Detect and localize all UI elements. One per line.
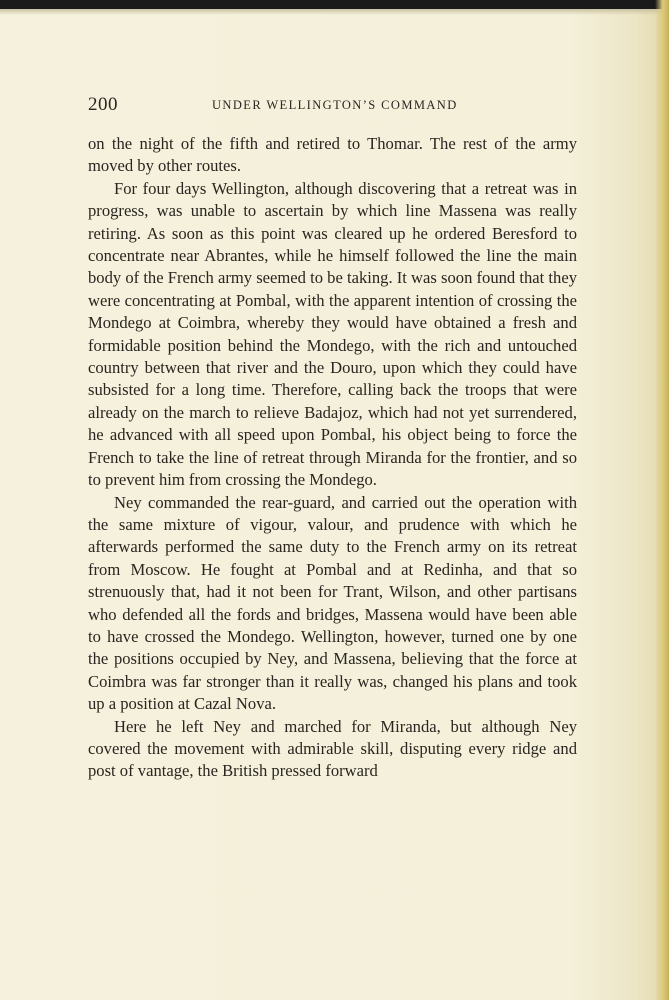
text-body xyxy=(88,133,577,783)
paragraph-4: Here he left Ney and marched for Miranda, but although Ney covered the movement with admirable skill, disputing every ridge and post of vantage, the British pressed forward xyxy=(88,716,577,781)
page-header xyxy=(88,94,578,118)
paragraph-3: Ney commanded the rear-guard, and carried out the operation with the same mixture of vigour, valour, and prudence with which he afterwards performed the same duty to the French army on its retreat from Moscow. He fought at Pombal and at Redinha, and that so strenuously that, had it not been for Trant, Wilson, and other partisans who defended all the fords and bridges, Massena would have been able to have crossed the Mondego. Wellington, however, turned one by one the positions occupied by Ney, and Massena, believing that the force at Coimbra was far stronger than it really was, changed his plans and took up a position at Cazal Nova. xyxy=(88,492,577,714)
scan-top-edge xyxy=(0,0,669,9)
page-right-edge xyxy=(655,0,669,1000)
paragraph-2: For four days Wellington, although discovering that a retreat was in progress, was unable to ascertain by which line Massena was really retiring. As soon as this point was cleared up he ordered Beresford to concentrate near Abrantes, while he himself followed the line the main body of the French army seemed to be taking. It was soon found that they were concentrating at Pombal, with the apparent intention of crossing the Mondego at Coimbra, whereby they would have obtained a fresh and formidable position behind the Mondego, with the rich and untouched country between that river and the Douro, upon which they could have subsisted for a long time. Therefore, calling back the troops that were already on the march to relieve Badajoz, which had not yet surrendered, he advanced with all speed upon Pombal, his object being to force the French to take the line of retreat through Miranda for the frontier, and so to prevent him from crossing the Mondego. xyxy=(88,178,577,490)
running-head: UNDER WELLINGTON’S COMMAND xyxy=(212,98,458,112)
scan-top-shadow xyxy=(0,9,669,15)
page-number: 200 xyxy=(88,94,118,115)
paragraph-1: on the night of the fifth and retired to Thomar. The rest of the army moved by other routes. xyxy=(88,134,577,176)
